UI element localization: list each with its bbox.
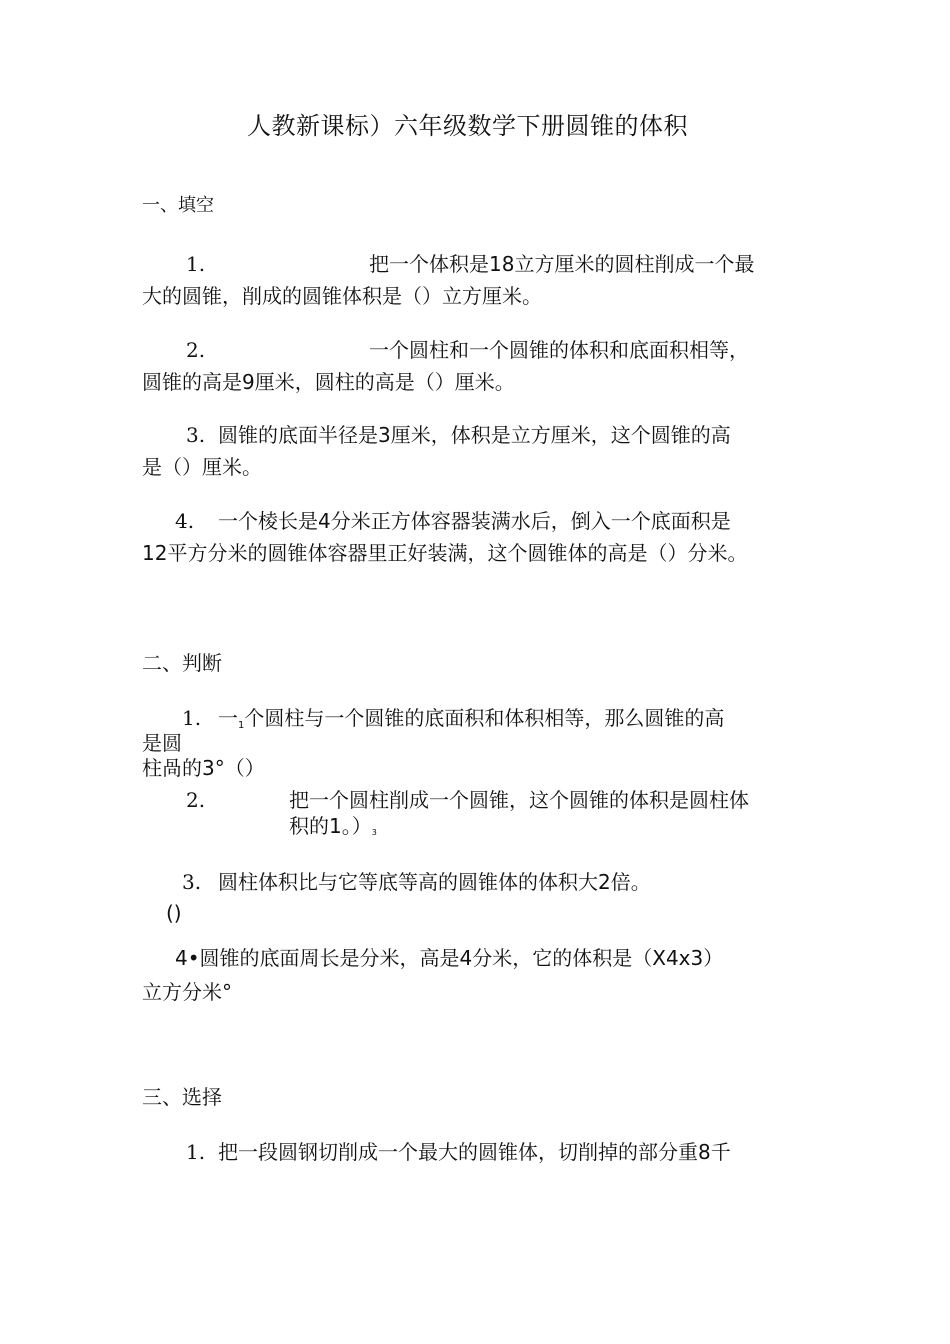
question-number: 1. — [186, 1140, 206, 1164]
answer-brackets: () — [166, 901, 182, 925]
section-heading-multiple-choice: 三、选择 — [142, 1085, 222, 1109]
question-text-prefix: 一 — [218, 706, 238, 730]
question-text: 圆柱体积比与它等底等高的圆锥体的体积大2倍。 — [218, 870, 651, 894]
question-text: 是（）厘米。 — [142, 455, 262, 479]
question-text: 把一个圆柱削成一个圆锥，这个圆锥的体积是圆柱体 — [289, 788, 749, 812]
question-number: 3. — [186, 423, 206, 447]
small-mark: 3 — [371, 828, 377, 837]
page-title: 人教新课标）六年级数学下册圆锥的体积 — [247, 112, 688, 140]
question-text: 圆锥的高是9厘米，圆柱的高是（）厘米。 — [142, 370, 515, 394]
question-number: 2. — [186, 788, 206, 812]
question-text: 是圆 — [142, 731, 182, 755]
question-text — [218, 706, 724, 735]
question-number: 2. — [186, 338, 206, 362]
question-number: 3. — [182, 870, 202, 894]
small-mark: 1 — [238, 720, 245, 731]
section-heading-true-false: 二、判断 — [142, 651, 222, 675]
question-text: 一个圆柱和一个圆锥的体积和底面积相等， — [369, 338, 749, 362]
question-text: 12平方分米的圆锥体容器里正好装满，这个圆锥体的高是（）分米。 — [142, 541, 748, 565]
question-text: 一个棱长是4分米正方体容器装满水后，倒入一个底面积是 — [218, 509, 731, 533]
question-text: 把一段圆钢切削成一个最大的圆锥体，切削掉的部分重8千 — [218, 1140, 731, 1164]
question-text: 4•圆锥的底面周长是分米，高是4分米，它的体积是（X4x3） — [175, 946, 724, 970]
question-text: 大的圆锥，削成的圆锥体积是（）立方厘米。 — [142, 284, 542, 308]
question-number: 4. — [175, 509, 195, 533]
question-text: 柱咼的3°（） — [142, 756, 265, 780]
question-text-main: 个圆柱与一个圆锥的底面积和体积相等，那么圆锥的高 — [244, 706, 725, 730]
question-text: 圆锥的底面半径是3厘米，体积是立方厘米，这个圆锥的高 — [218, 423, 731, 447]
section-heading-fill-in: 一、填空 — [142, 195, 214, 216]
question-number: 1. — [186, 252, 206, 276]
question-number: 1. — [182, 706, 202, 730]
question-text — [289, 814, 377, 843]
question-text: 立方分米° — [142, 980, 232, 1004]
question-text: 把一个体积是18立方厘米的圆柱削成一个最 — [369, 252, 755, 276]
question-text-main: 积的1。） — [289, 814, 372, 838]
